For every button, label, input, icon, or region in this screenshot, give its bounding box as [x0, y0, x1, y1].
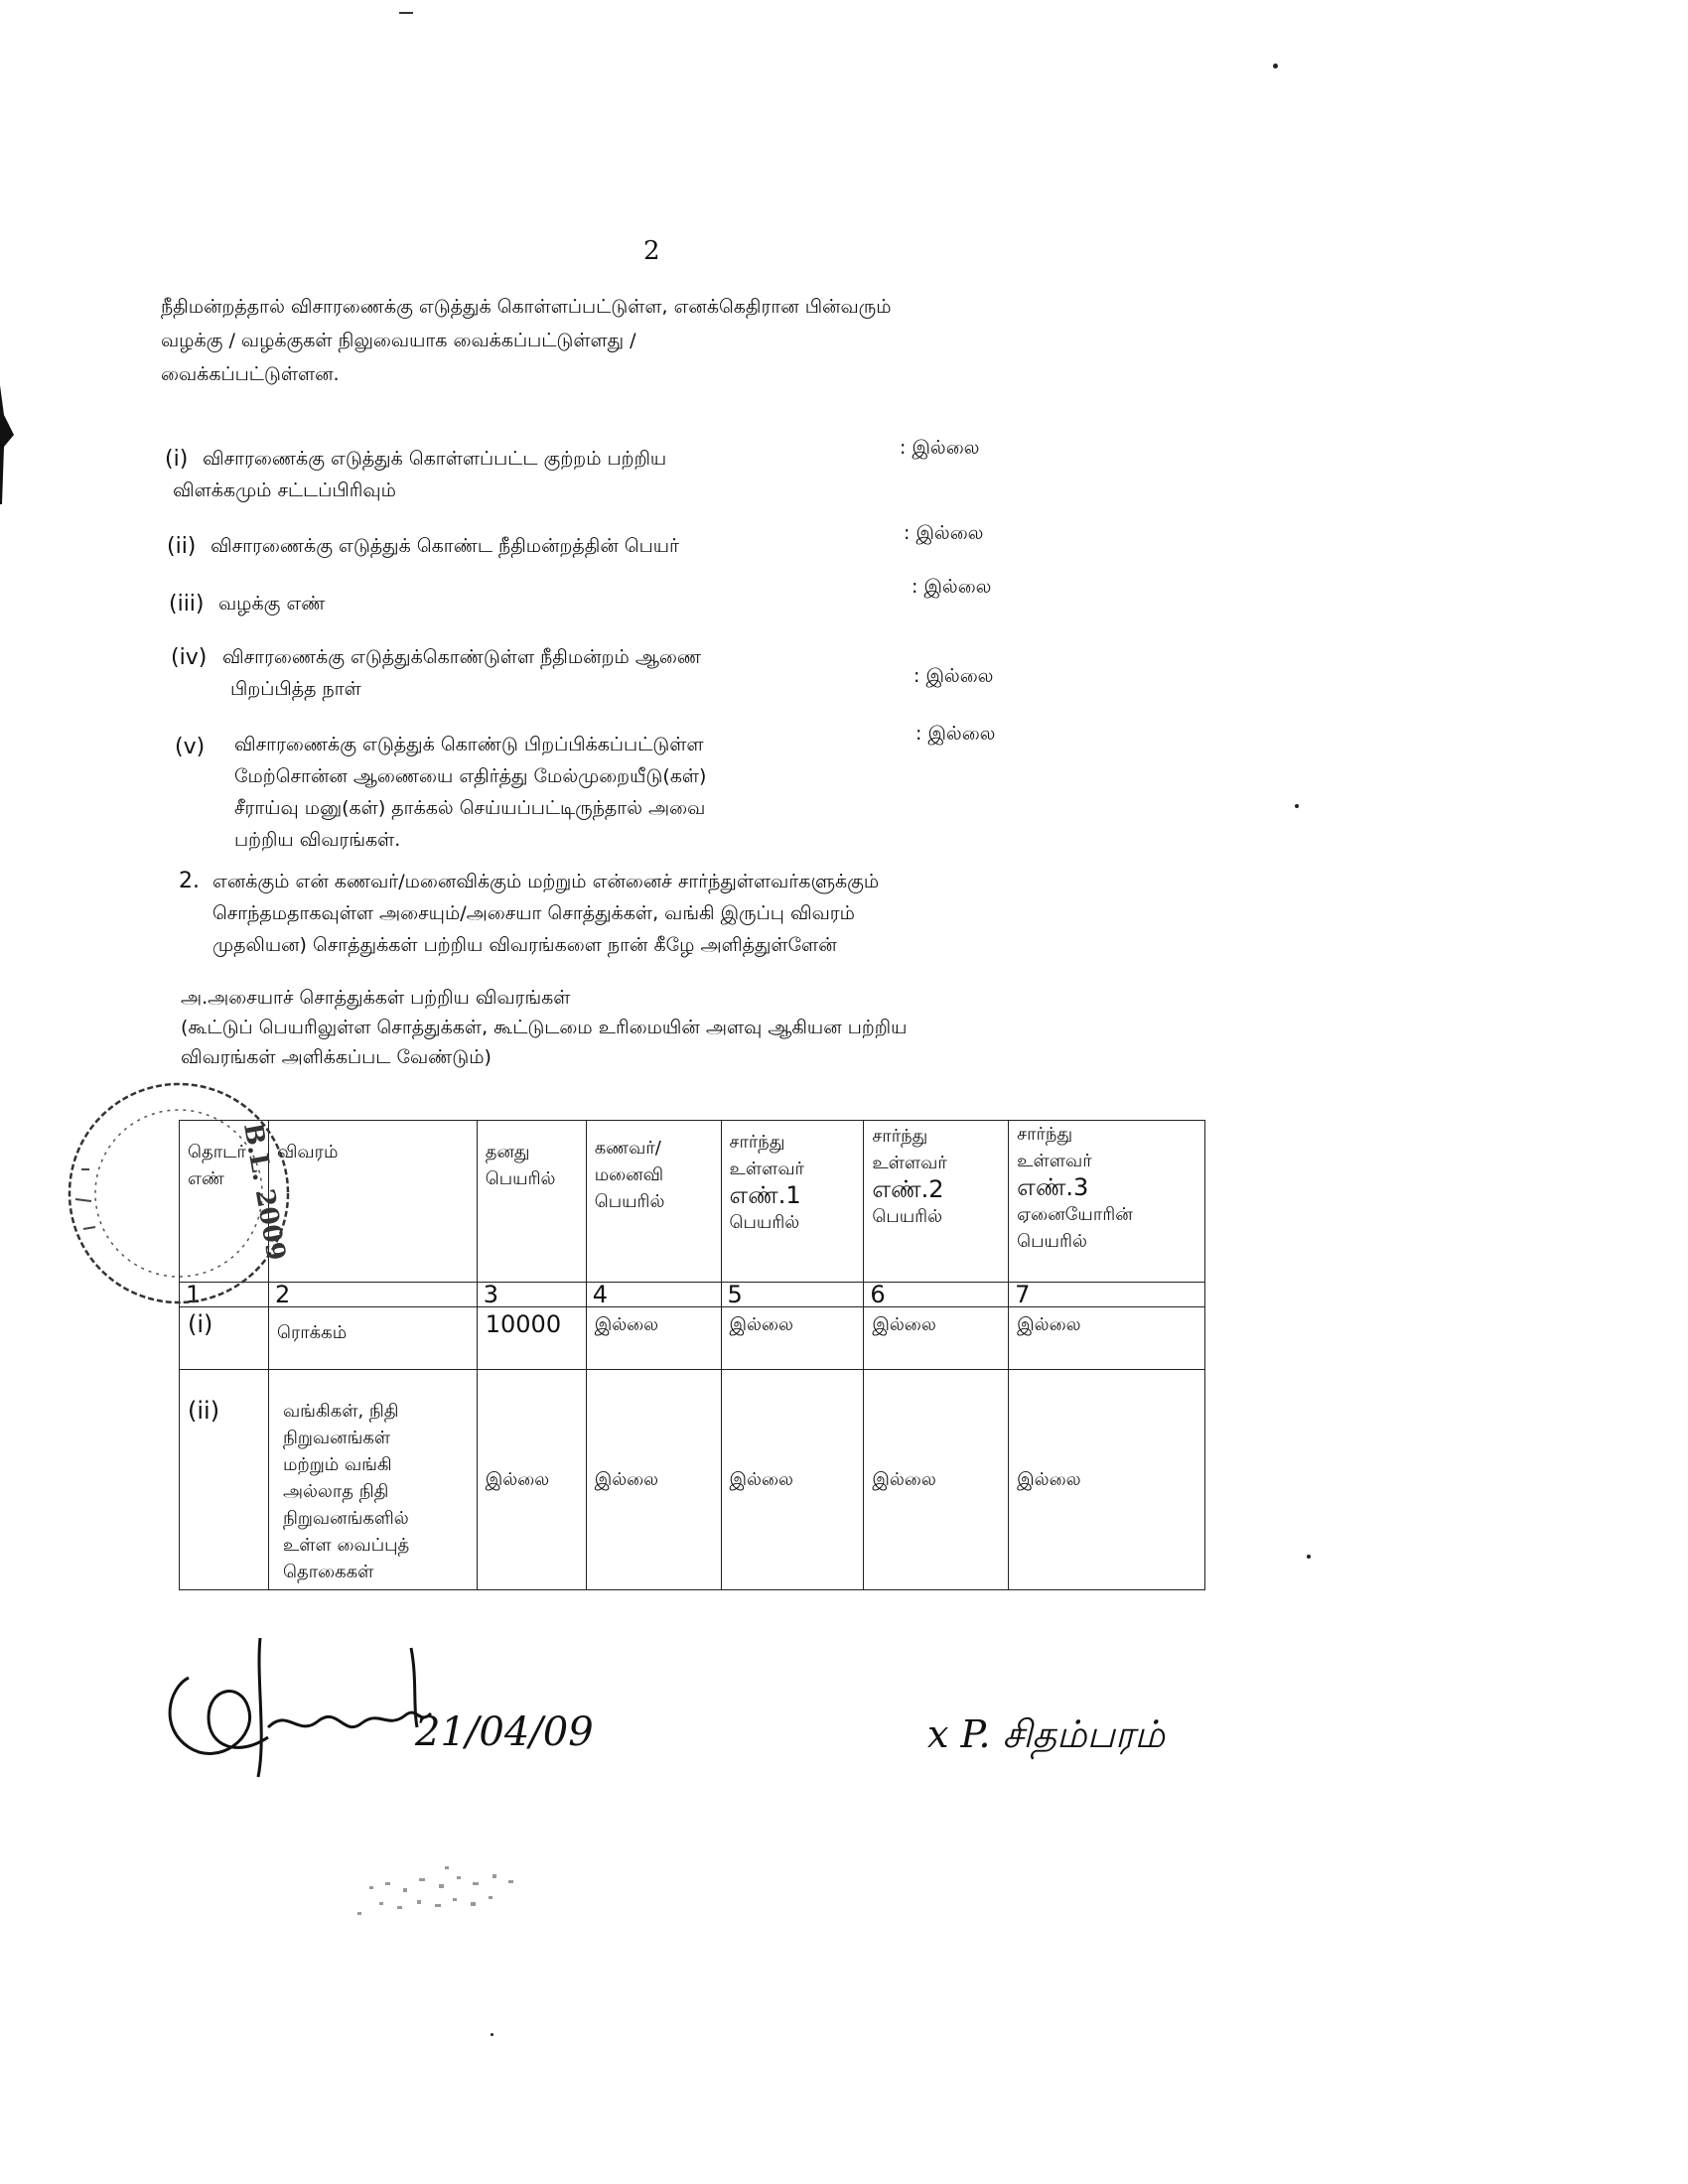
column-number: 1	[180, 1283, 269, 1307]
row-description	[268, 1370, 477, 1590]
official-seal-stamp	[62, 1070, 304, 1318]
header-line: பெயரில்	[485, 1168, 556, 1189]
header-dependent-3	[1009, 1121, 1205, 1283]
header-line: எண்	[188, 1168, 224, 1189]
item-text	[234, 729, 706, 856]
item-value: : இல்லை	[912, 576, 992, 598]
table-row-cash	[180, 1307, 1205, 1370]
header-line: சார்ந்து	[729, 1132, 785, 1153]
item-text-line: மேற்சொன்ன ஆணையை எதிர்த்து மேல்முறையீடு(கள்)	[234, 765, 707, 787]
row-value-self: இல்லை	[477, 1370, 586, 1590]
section-number: 2.	[179, 869, 200, 893]
item-text-line: விசாரணைக்கு எடுத்துக்கொண்டுள்ள நீதிமன்றம் ஆணை	[222, 646, 702, 668]
scan-dot	[1307, 1555, 1311, 1559]
heading-line: (கூட்டுப் பெயரிலுள்ள சொத்துக்கள், கூட்டுடமை உரிமையின் அளவு ஆகியன பற்றிய	[181, 1017, 908, 1038]
item-value: : இல்லை	[914, 665, 994, 687]
table-header-row	[180, 1121, 1205, 1283]
page-number: 2	[643, 236, 660, 266]
description-line: ரொக்கம்	[276, 1322, 348, 1343]
description-line: நிறுவனங்கள்	[282, 1428, 391, 1448]
header-line: எண்.1	[729, 1181, 801, 1209]
header-line: பெயரில்	[872, 1206, 943, 1227]
seal-text: B.L. 2009	[236, 1121, 291, 1264]
section-2-text	[212, 866, 879, 961]
intro-line: வழக்கு / வழக்குகள் நிலுவையாக வைக்கப்பட்டுள்ளது /	[161, 330, 636, 351]
column-number-row	[180, 1283, 1205, 1307]
scan-dot	[1295, 804, 1299, 808]
header-line: தொடர்	[188, 1142, 246, 1162]
scan-dot	[491, 2033, 493, 2036]
item-text-line: வழக்கு எண்	[218, 593, 326, 614]
column-number: 2	[268, 1283, 477, 1307]
item-label: (iii)	[169, 592, 205, 616]
header-line: விவரம்	[276, 1142, 339, 1162]
item-text-line: விளக்கமும் சட்டப்பிரிவும்	[173, 479, 396, 501]
description-line: தொகைகள்	[282, 1562, 374, 1582]
column-number: 5	[721, 1283, 864, 1307]
header-line: எண்.2	[872, 1175, 944, 1203]
section-2-line: எனக்கும் என் கணவர்/மனைவிக்கும் மற்றும் என்னைச் சார்ந்துள்ளவர்களுக்கும்	[212, 871, 880, 892]
row-value-dependent-2: இல்லை	[864, 1370, 1009, 1590]
header-line: பெயரில்	[594, 1191, 665, 1212]
item-label: (iv)	[171, 645, 208, 670]
item-text-line: விசாரணைக்கு எடுத்துக் கொண்டு பிறப்பிக்கப்பட்டுள்ள	[234, 734, 704, 755]
intro-line: நீதிமன்றத்தால் விசாரணைக்கு எடுத்துக் கொள்ளப்பட்டுள்ள, எனக்கெதிரான பின்வரும்	[161, 296, 892, 318]
intro-paragraph	[161, 290, 1094, 391]
table-row-deposits	[180, 1370, 1205, 1590]
item-text-line: விசாரணைக்கு எடுத்துக் கொள்ளப்பட்ட குற்றம் பற்றிய	[203, 448, 667, 470]
item-value: : இல்லை	[900, 437, 980, 459]
description-line: மற்றும் வங்கி	[282, 1454, 392, 1475]
row-value-dependent-1: இல்லை	[721, 1307, 864, 1370]
faint-stamp-residue	[350, 1856, 548, 1926]
header-line: உள்ளவர்	[1017, 1151, 1092, 1171]
column-number: 4	[586, 1283, 721, 1307]
row-serial: (i)	[180, 1307, 269, 1370]
row-value-spouse: இல்லை	[586, 1307, 721, 1370]
item-text	[211, 530, 679, 562]
signature-date: 21/04/09	[415, 1709, 594, 1755]
item-value: : இல்லை	[904, 522, 984, 544]
heading-line: விவரங்கள் அளிக்கப்பட வேண்டும்)	[181, 1046, 492, 1068]
header-line: பெயரில்	[1017, 1231, 1087, 1252]
item-value: : இல்லை	[915, 723, 996, 745]
item-text	[173, 443, 667, 506]
header-line: தனது	[485, 1142, 530, 1162]
item-label: (ii)	[167, 534, 197, 559]
item-text-line: சீராய்வு மனு(கள்) தாக்கல் செய்யப்பட்டிருந்தால் அவை	[234, 797, 706, 819]
row-value-self: 10000	[477, 1307, 586, 1370]
scan-dash-top	[399, 12, 413, 14]
immovable-assets-heading	[181, 983, 907, 1072]
header-line: சார்ந்து	[872, 1126, 928, 1147]
header-spouse	[586, 1121, 721, 1283]
item-text-line: பிறப்பித்த நாள்	[230, 678, 361, 700]
item-text-line: விசாரணைக்கு எடுத்துக் கொண்ட நீதிமன்றத்தின் பெயர்	[211, 535, 679, 557]
header-line: சார்ந்து	[1017, 1124, 1073, 1145]
header-line: மனைவி	[594, 1164, 664, 1185]
scan-dot	[1273, 64, 1278, 68]
row-value-dependent-2: இல்லை	[864, 1307, 1009, 1370]
section-2-line: சொந்தமதாகவுள்ள அசையும்/அசையா சொத்துக்கள், வங்கி இருப்பு விவரம்	[212, 902, 855, 924]
description-line: உள்ள வைப்புத்	[282, 1535, 410, 1556]
row-value-dependent-3: இல்லை	[1009, 1307, 1205, 1370]
header-dependent-1	[721, 1121, 864, 1283]
intro-line: வைக்கப்பட்டுள்ளன.	[161, 363, 340, 385]
header-line: கணவர்/	[594, 1138, 661, 1159]
signature-right	[914, 1688, 1251, 1787]
item-text	[218, 588, 325, 619]
header-line: உள்ளவர்	[872, 1153, 947, 1173]
row-value-dependent-1: இல்லை	[721, 1370, 864, 1590]
description-line: நிறுவனங்களில்	[282, 1508, 409, 1529]
header-line: ஏனையோரின்	[1017, 1204, 1133, 1225]
header-line: எண்.3	[1017, 1173, 1089, 1201]
assets-table	[179, 1120, 1205, 1590]
row-value-spouse: இல்லை	[586, 1370, 721, 1590]
column-number: 7	[1009, 1283, 1205, 1307]
section-2-line: முதலியன) சொத்துக்கள் பற்றிய விவரங்களை நான் கீழே அளித்துள்ளேன்	[212, 934, 837, 956]
description-line: அல்லாத நிதி	[282, 1481, 389, 1502]
heading-line: அ.அசையாச் சொத்துக்கள் பற்றிய விவரங்கள்	[181, 987, 571, 1009]
row-value-dependent-3: இல்லை	[1009, 1370, 1205, 1590]
row-serial: (ii)	[180, 1370, 269, 1590]
header-line: உள்ளவர்	[729, 1159, 804, 1179]
item-text-line: பற்றிய விவரங்கள்.	[234, 829, 401, 851]
column-number: 3	[477, 1283, 586, 1307]
signature-left	[149, 1618, 626, 1787]
signature-name: x P. சிதம்பரம்	[927, 1712, 1166, 1756]
header-dependent-2	[864, 1121, 1009, 1283]
scan-edge-mark	[0, 385, 16, 504]
column-number: 6	[864, 1283, 1009, 1307]
item-label: (v)	[175, 735, 206, 759]
item-label: (i)	[165, 447, 189, 472]
header-line: பெயரில்	[729, 1212, 800, 1233]
header-self	[477, 1121, 586, 1283]
description-line: வங்கிகள், நிதி	[282, 1401, 399, 1422]
item-text	[222, 641, 701, 705]
